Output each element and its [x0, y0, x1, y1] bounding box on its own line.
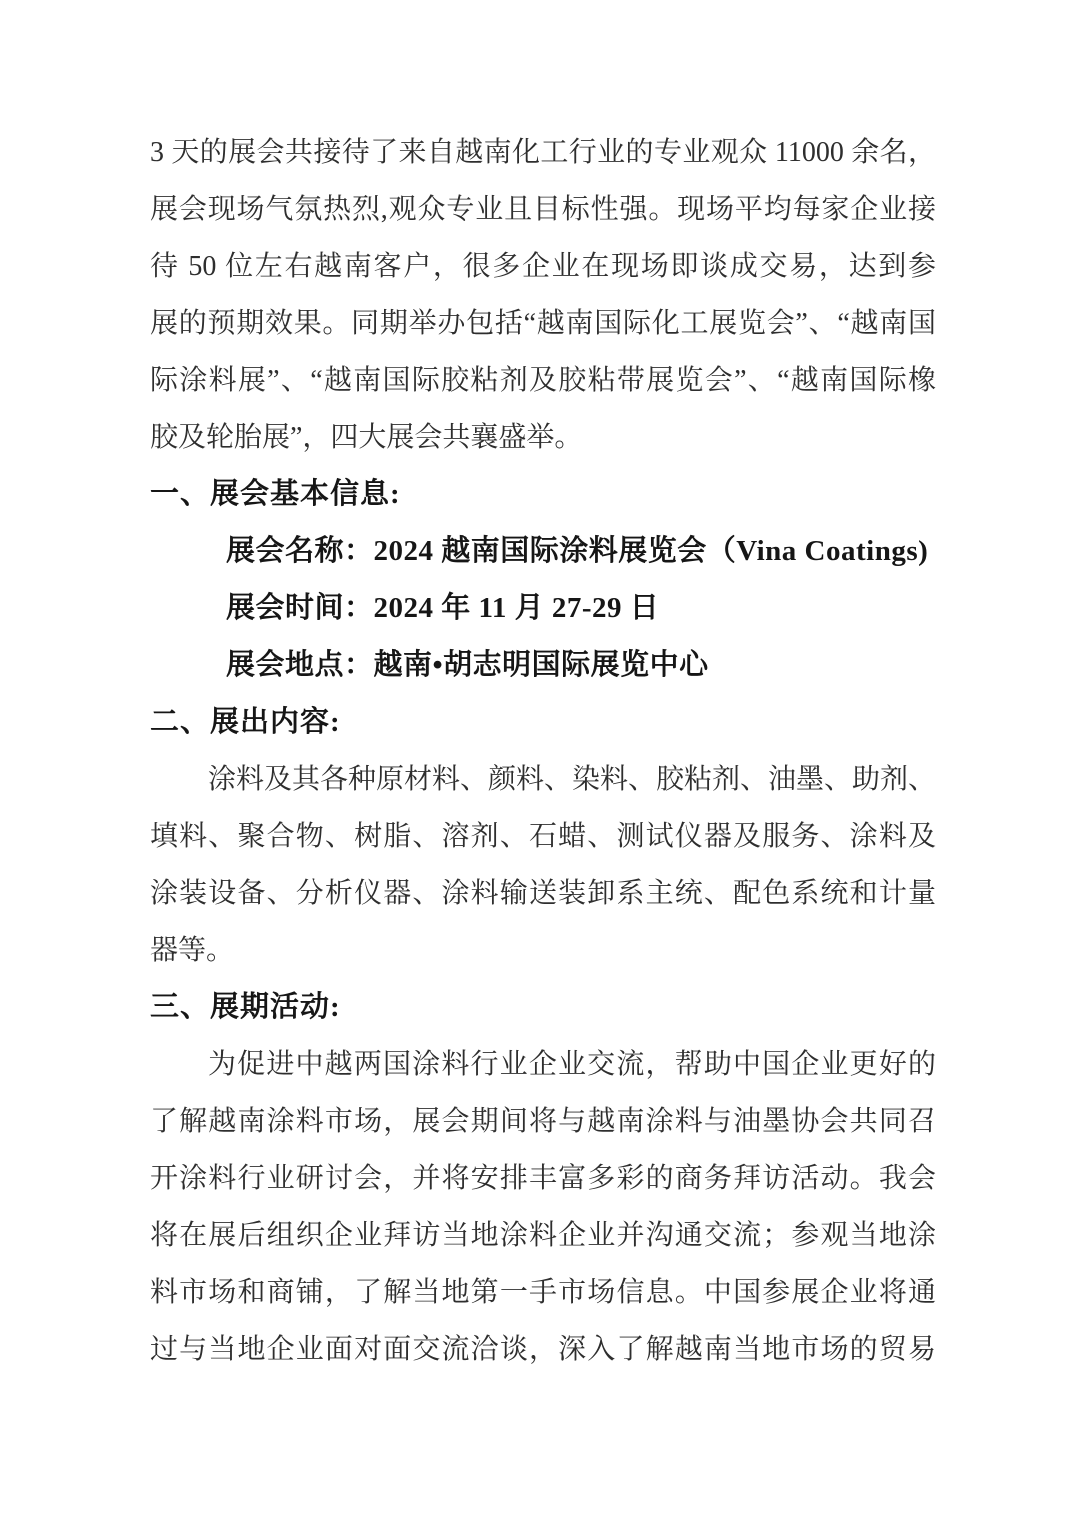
exhibition-info-block: [150, 523, 936, 694]
text-line: 涂装设备、分析仪器、涂料输送装卸系主统、配色系统和计量: [150, 878, 936, 909]
text-line: 胶及轮胎展”，四大展会共襄盛举。: [150, 422, 583, 453]
text-line: 待 50 位左右越南客户，很多企业在现场即谈成交易，达到参: [150, 251, 936, 282]
exhibition-venue: 展会地点：越南•胡志明国际展览中心: [226, 649, 709, 681]
text-line: 器等。: [150, 935, 235, 966]
text-line: 展会现场气氛热烈,观众专业且目标性强。现场平均每家企业接: [150, 194, 936, 225]
text-line: 将在展后组织企业拜访当地涂料企业并沟通交流；参观当地涂: [150, 1220, 936, 1251]
text-line: 为促进中越两国涂料行业企业交流，帮助中国企业更好的: [208, 1049, 936, 1080]
text-line: 料市场和商铺，了解当地第一手市场信息。中国参展企业将通: [150, 1277, 936, 1308]
section-2-heading: 二、展出内容:: [150, 706, 341, 738]
exhibition-date: 展会时间：2024 年 11 月 27-29 日: [226, 592, 660, 624]
text-line: 开涂料行业研讨会，并将安排丰富多彩的商务拜访活动。我会: [150, 1163, 936, 1194]
text-line: 际涂料展”、“越南国际胶粘剂及胶粘带展览会”、“越南国际橡: [150, 365, 936, 396]
exhibits-paragraph: [150, 751, 936, 979]
text-line: 3 天的展会共接待了来自越南化工行业的专业观众 11000 余名，: [150, 137, 936, 168]
section-1-heading: 一、展会基本信息:: [150, 478, 401, 510]
text-line: 了解越南涂料市场，展会期间将与越南涂料与油墨协会共同召: [150, 1106, 936, 1137]
text-line: 填料、聚合物、树脂、溶剂、石蜡、测试仪器及服务、涂料及: [150, 821, 936, 852]
text-line: 涂料及其各种原材料、颜料、染料、胶粘剂、油墨、助剂、: [208, 764, 937, 795]
section-3-heading: 三、展期活动:: [150, 991, 341, 1023]
text-line: 展的预期效果。同期举办包括“越南国际化工展览会”、“越南国: [150, 308, 936, 339]
page-content: [150, 124, 936, 1378]
text-line: 过与当地企业面对面交流洽谈，深入了解越南当地市场的贸易: [150, 1334, 936, 1365]
exhibition-name: 展会名称：2024 越南国际涂料展览会（Vina Coatings): [226, 535, 929, 567]
activities-paragraph: [150, 1036, 936, 1378]
intro-paragraph: [150, 124, 936, 466]
